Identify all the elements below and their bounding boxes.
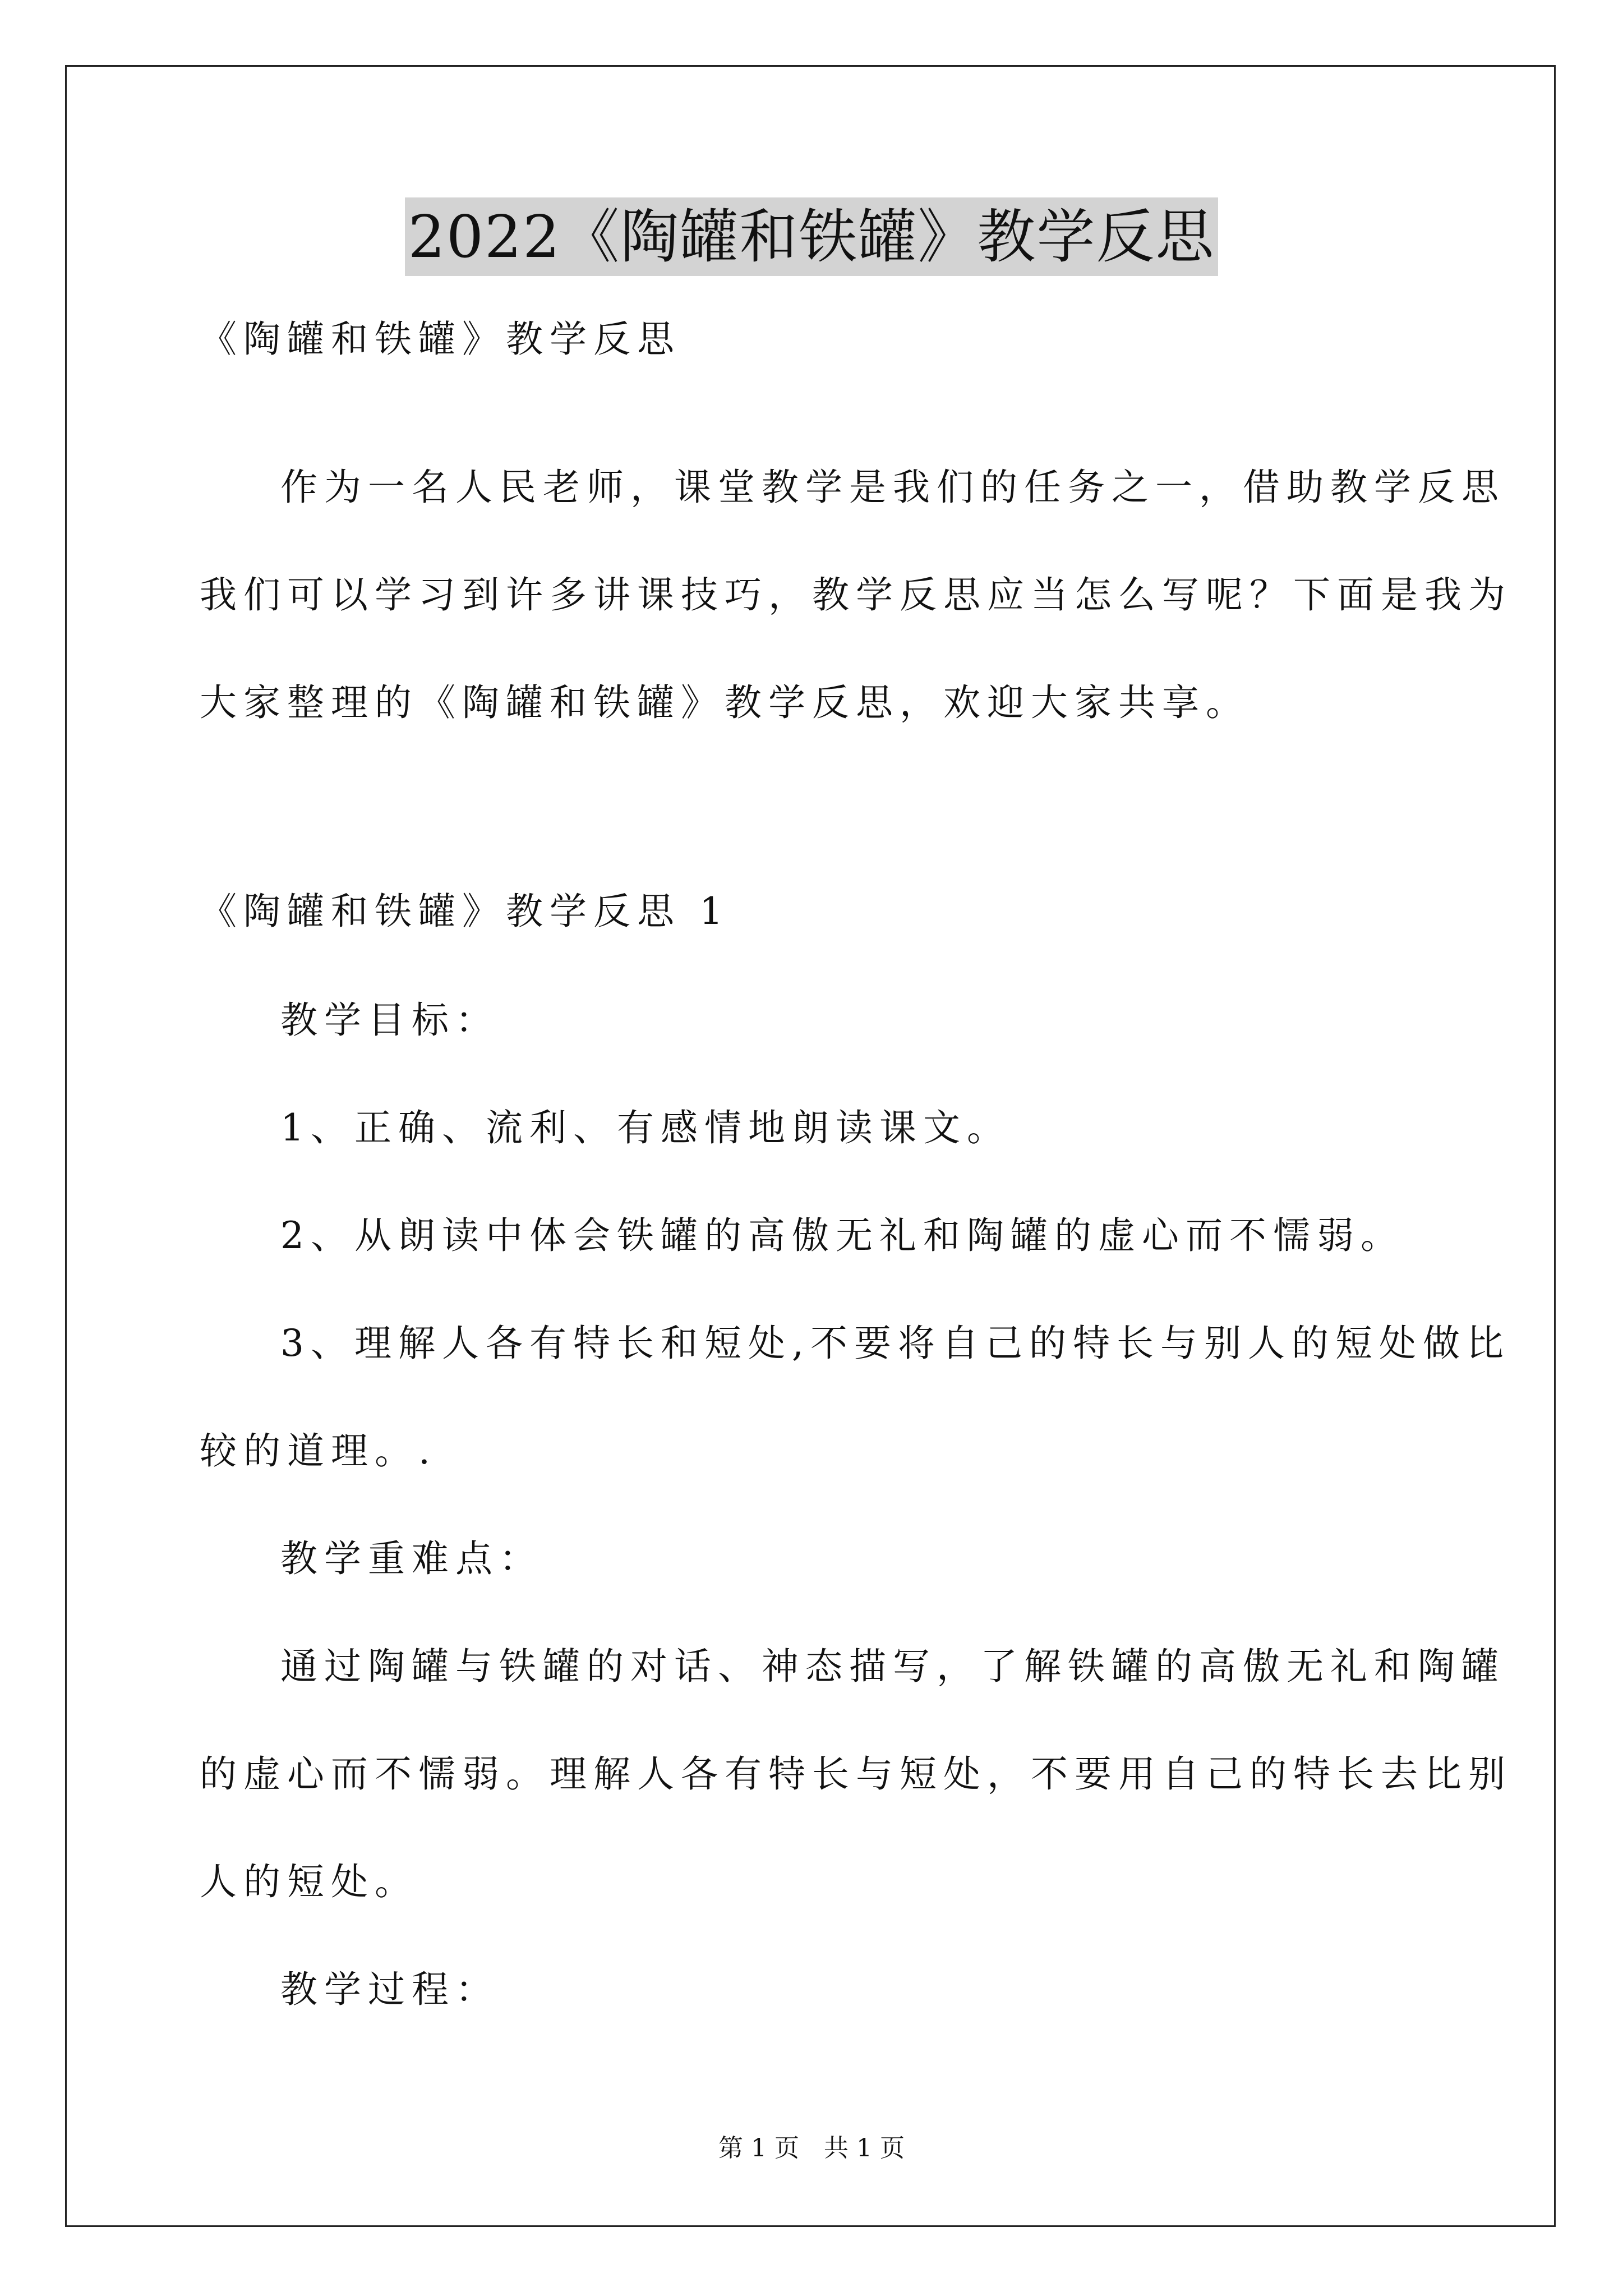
subtitle: 《陶罐和铁罐》教学反思	[200, 318, 681, 361]
section-heading: 《陶罐和铁罐》教学反思 1	[200, 890, 730, 933]
title-container	[0, 197, 1623, 276]
intro-line-2: 我们可以学习到许多讲课技巧，教学反思应当怎么写呢？下面是我为	[200, 573, 1512, 616]
goals-heading: 教学目标：	[280, 999, 499, 1042]
key-points-line-3: 人的短处。	[200, 1860, 418, 1903]
document-title: 2022《陶罐和铁罐》教学反思	[405, 197, 1219, 276]
key-points-line-2: 的虚心而不懦弱。理解人各有特长与短处，不要用自己的特长去比别	[200, 1752, 1512, 1796]
intro-line-1: 作为一名人民老师，课堂教学是我们的任务之一，借助教学反思	[280, 466, 1505, 509]
intro-line-3: 大家整理的《陶罐和铁罐》教学反思，欢迎大家共享。	[200, 681, 1249, 724]
key-points-line-1: 通过陶罐与铁罐的对话、神态描写，了解铁罐的高傲无礼和陶罐	[280, 1645, 1505, 1688]
goal-item-3-line-2: 较的道理。.	[200, 1429, 437, 1473]
key-points-heading: 教学重难点：	[280, 1537, 543, 1580]
process-heading: 教学过程：	[280, 1968, 499, 2011]
goal-item-1: 1、正确、流利、有感情地朗读课文。	[280, 1106, 1011, 1149]
goal-item-3-line-1: 3、理解人各有特长和短处,不要将自己的特长与别人的短处做比	[280, 1322, 1510, 1365]
goal-item-2: 2、从朗读中体会铁罐的高傲无礼和陶罐的虚心而不懦弱。	[280, 1214, 1404, 1257]
page-footer: 第 1 页 共 1 页	[718, 2134, 905, 2162]
